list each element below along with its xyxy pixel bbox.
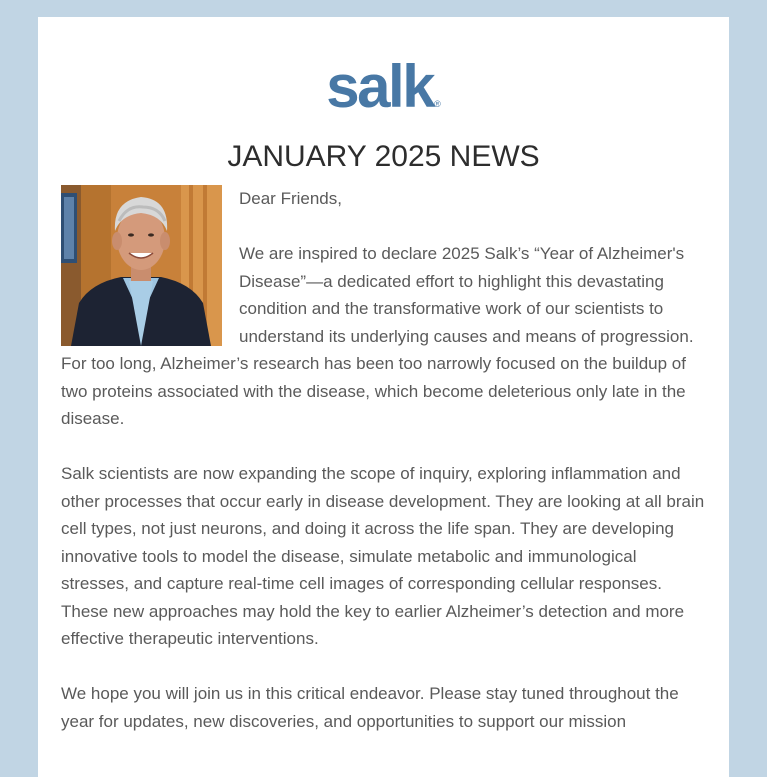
logo-text: salk (326, 53, 434, 120)
newsletter-body (61, 185, 709, 763)
author-photo (61, 185, 222, 346)
newsletter-card (38, 17, 729, 777)
paragraph-2: Salk scientists are now expanding the scope of inquiry, exploring inflammation and other processes that occur early in disease development. They are looking at all brain cell types, not just neurons, and doing it across the life span. They are developing innovative tools to model the disease, simulate metabolic and immunological stresses, and capture real-time cell images of corresponding cellular responses. These new approaches may hold the key to earlier Alzheimer’s detection and more effective therapeutic interventions. (61, 464, 705, 648)
logo-registered-mark: ® (434, 99, 441, 109)
salk-logo[interactable] (38, 53, 729, 134)
paragraph-1: We are inspired to declare 2025 Salk’s “Year of Alzheimer's Disease”—a dedicated effort to highlight this devastating condition and the transformative work of our scientists to understand its underlying causes and means of progression. For too long, Alzheimer’s research has been too narrowly focused on the buildup of two proteins associated with the disease, which become deleterious only late in the disease. (61, 244, 694, 428)
newsletter-title: JANUARY 2025 NEWS (227, 140, 540, 173)
paragraph-3: We hope you will join us in this critical endeavor. Please stay tuned throughout the year for updates, new discoveries, and opportunities to support our mission (61, 684, 679, 731)
greeting: Dear Friends, (239, 189, 342, 208)
portrait-image (61, 185, 222, 346)
